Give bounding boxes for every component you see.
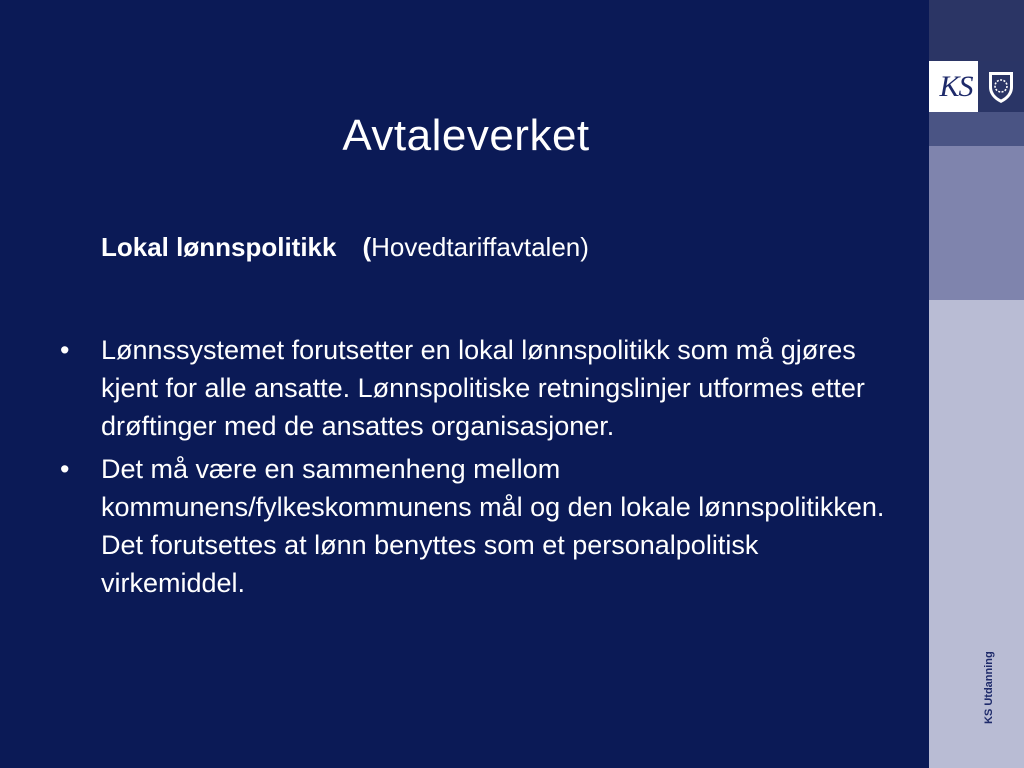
ks-logo <box>928 61 1024 112</box>
slide-title: Avtaleverket <box>342 111 590 160</box>
sidebar-divider <box>928 0 929 768</box>
sidebar-band-top <box>928 0 1024 61</box>
subheading-paren-text: Hovedtariffavtalen) <box>371 232 589 262</box>
bullet-marker: • <box>60 454 70 484</box>
subheading-paren-open: ( <box>362 232 372 262</box>
bullet-text: Lønnssystemet forutsetter en lokal lønnspolitikk som må gjøres kjent for alle ansatte. Lønnspolitiske retningslinjer utformes etter drøftinger med de ansattes organisasjoner. <box>101 335 865 441</box>
subheading <box>101 230 589 264</box>
right-sidebar <box>928 0 1024 768</box>
shield-emblem-icon <box>986 69 1016 105</box>
shield-icon <box>978 61 1024 112</box>
sidebar-band-3 <box>928 146 1024 300</box>
ks-logo-text: KS <box>939 70 973 103</box>
bullet-item <box>0 331 891 445</box>
sidebar-band-4 <box>928 300 1024 768</box>
subheading-bold: Lokal lønnspolitikk <box>101 232 337 262</box>
bullet-marker: • <box>60 335 70 365</box>
bullet-list <box>0 331 900 607</box>
sidebar-band-2 <box>928 112 1024 146</box>
bullet-item <box>0 450 891 602</box>
bullet-text: Det må være en sammenheng mellom kommunens/fylkeskommunens mål og den lokale lønnspolitikken. Det forutsettes at lønn benyttes som et personalpolitisk virkemiddel. <box>101 454 885 598</box>
ks-utdanning-label: KS Utdanning <box>983 651 995 724</box>
